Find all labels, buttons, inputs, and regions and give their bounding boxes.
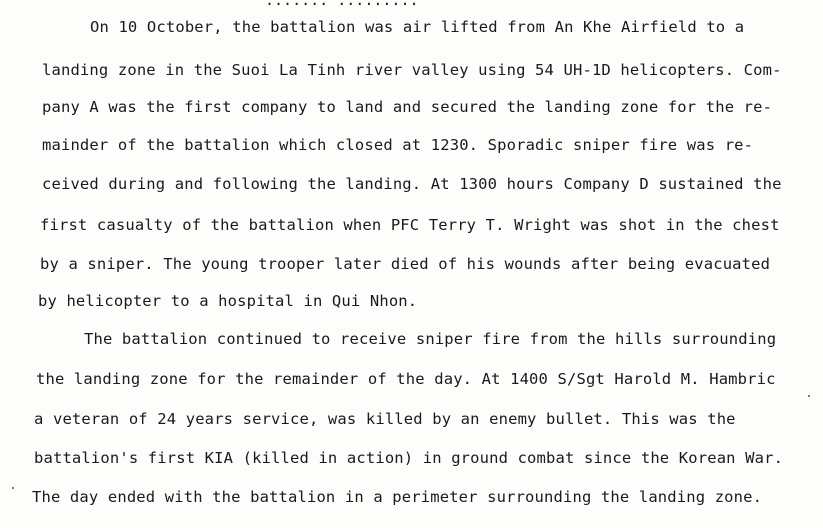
text-line: mainder of the battalion which closed at 1230. Sporadic sniper fire was re- — [42, 136, 754, 154]
text-line: On 10 October, the battalion was air lifted from An Khe Airfield to a — [90, 18, 745, 36]
text-line: by helicopter to a hospital in Qui Nhon. — [38, 292, 418, 310]
text-line: The battalion continued to receive sniper fire from the hills surrounding — [84, 330, 777, 348]
scan-speck — [808, 395, 810, 397]
text-line: by a sniper. The young trooper later died of his wounds after being evacuated — [40, 255, 771, 273]
text-line: ceived during and following the landing. At 1300 hours Company D sustained the — [42, 175, 782, 193]
text-line: a veteran of 24 years service, was killed by an enemy bullet. This was the — [34, 410, 736, 428]
text-line: landing zone in the Suoi La Tinh river valley using 54 UH-1D helicopters. Com- — [42, 61, 782, 79]
text-line: pany A was the first company to land and secured the landing zone for the re- — [42, 98, 773, 116]
text-line: the landing zone for the remainder of the day. At 1400 S/Sgt Harold M. Hambric — [36, 370, 776, 388]
cut-off-top-line: ....... ......... — [265, 0, 419, 9]
scan-speck — [12, 487, 14, 489]
text-line: The day ended with the battalion in a perimeter surrounding the landing zone. — [32, 488, 763, 506]
text-line: first casualty of the battalion when PFC Terry T. Wright was shot in the chest — [40, 216, 780, 234]
text-line: battalion's first KIA (killed in action) in ground combat since the Korean War. — [34, 449, 784, 467]
